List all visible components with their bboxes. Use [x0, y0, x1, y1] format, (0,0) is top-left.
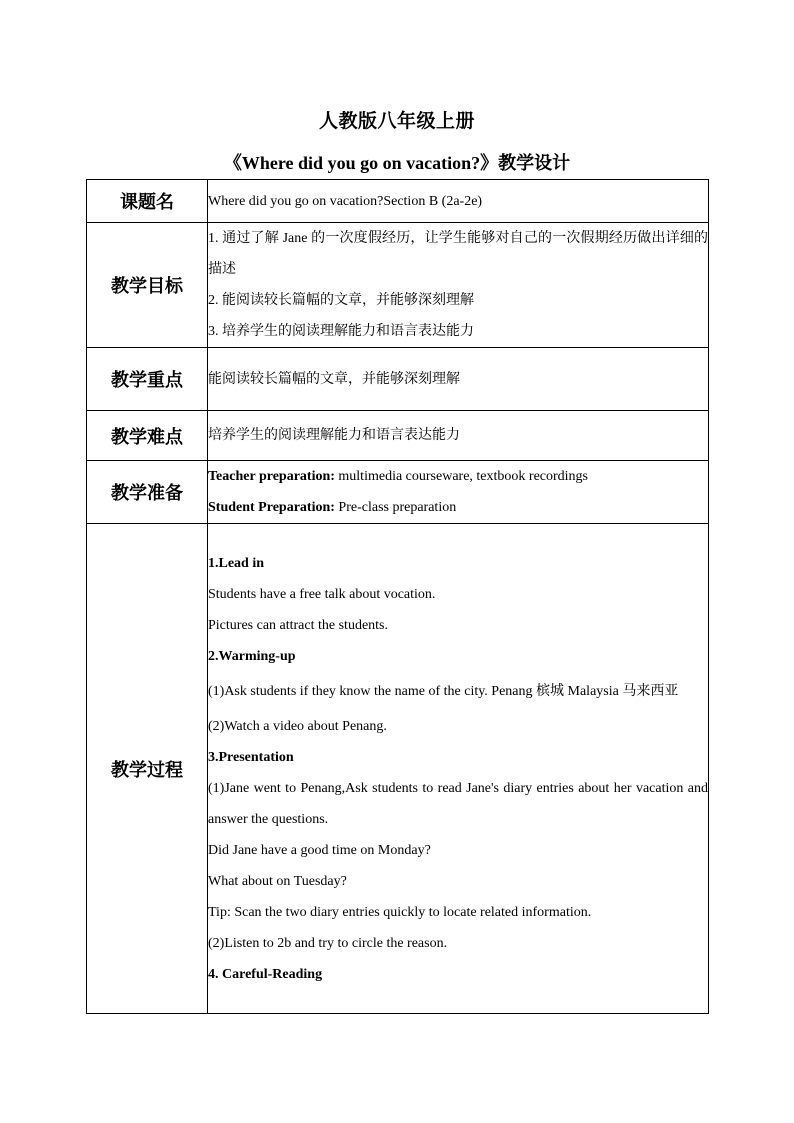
topic-label: 课题名 — [87, 180, 208, 223]
process-line: What about on Tuesday? — [208, 873, 347, 889]
objectives-label: 教学目标 — [87, 223, 208, 348]
table-row-topic — [87, 180, 709, 223]
lesson-plan-table — [86, 179, 709, 1014]
preparation-label: 教学准备 — [87, 461, 208, 524]
process-line: Students have a free talk about vocation. — [208, 586, 436, 602]
page-title: 人教版八年级上册 — [318, 110, 475, 132]
process-line: Pictures can attract the students. — [208, 617, 388, 633]
lead-in-heading: 1.Lead in — [208, 555, 265, 571]
process-cell — [208, 524, 709, 1014]
student-preparation-label: Student Preparation: — [208, 500, 335, 515]
table-row-process — [87, 524, 709, 1014]
table-row-objectives — [87, 223, 709, 348]
teacher-preparation-line — [208, 461, 708, 492]
careful-reading-heading: 4. Careful-Reading — [208, 966, 323, 982]
process-line: Did Jane have a good time on Monday? — [208, 842, 431, 858]
teacher-preparation-label: Teacher preparation: — [208, 469, 335, 484]
objective-item: 1. 通过了解 Jane 的一次度假经历，让学生能够对自己的一次假期经历做出详细的描述 — [208, 231, 708, 277]
student-preparation-value: Pre-class preparation — [338, 500, 457, 515]
table-row-key-points — [87, 348, 709, 411]
difficulties-value: 培养学生的阅读理解能力和语言表达能力 — [208, 411, 709, 461]
warming-up-heading: 2.Warming-up — [208, 648, 296, 664]
key-points-value: 能阅读较长篇幅的文章，并能够深刻理解 — [208, 348, 709, 411]
objective-item: 2. 能阅读较长篇幅的文章，并能够深刻理解 — [208, 293, 474, 308]
process-line: (1)Ask students if they know the name of the city. Penang 槟城 Malaysia 马来西亚 — [208, 683, 679, 699]
student-preparation-line — [208, 492, 708, 523]
teacher-preparation-value: multimedia courseware, textbook recordings — [338, 469, 588, 484]
table-row-difficulties — [87, 411, 709, 461]
process-line: (1)Jane went to Penang,Ask students to read Jane's diary entries about her vacation and answer the questions. — [208, 780, 708, 827]
page-subtitle: 《Where did you go on vacation?》教学设计 — [223, 153, 571, 173]
objectives-cell — [208, 223, 709, 348]
objective-item: 3. 培养学生的阅读理解能力和语言表达能力 — [208, 324, 474, 339]
presentation-heading: 3.Presentation — [208, 749, 294, 765]
difficulties-label: 教学难点 — [87, 411, 208, 461]
process-line: (2)Listen to 2b and try to circle the reason. — [208, 935, 448, 951]
process-line: (2)Watch a video about Penang. — [208, 718, 387, 734]
topic-value: Where did you go on vacation?Section B (2a-2e) — [208, 180, 709, 223]
process-line: Tip: Scan the two diary entries quickly to locate related information. — [208, 904, 592, 920]
preparation-cell — [208, 461, 709, 524]
key-points-label: 教学重点 — [87, 348, 208, 411]
table-row-preparation — [87, 461, 709, 524]
process-label: 教学过程 — [87, 524, 208, 1014]
